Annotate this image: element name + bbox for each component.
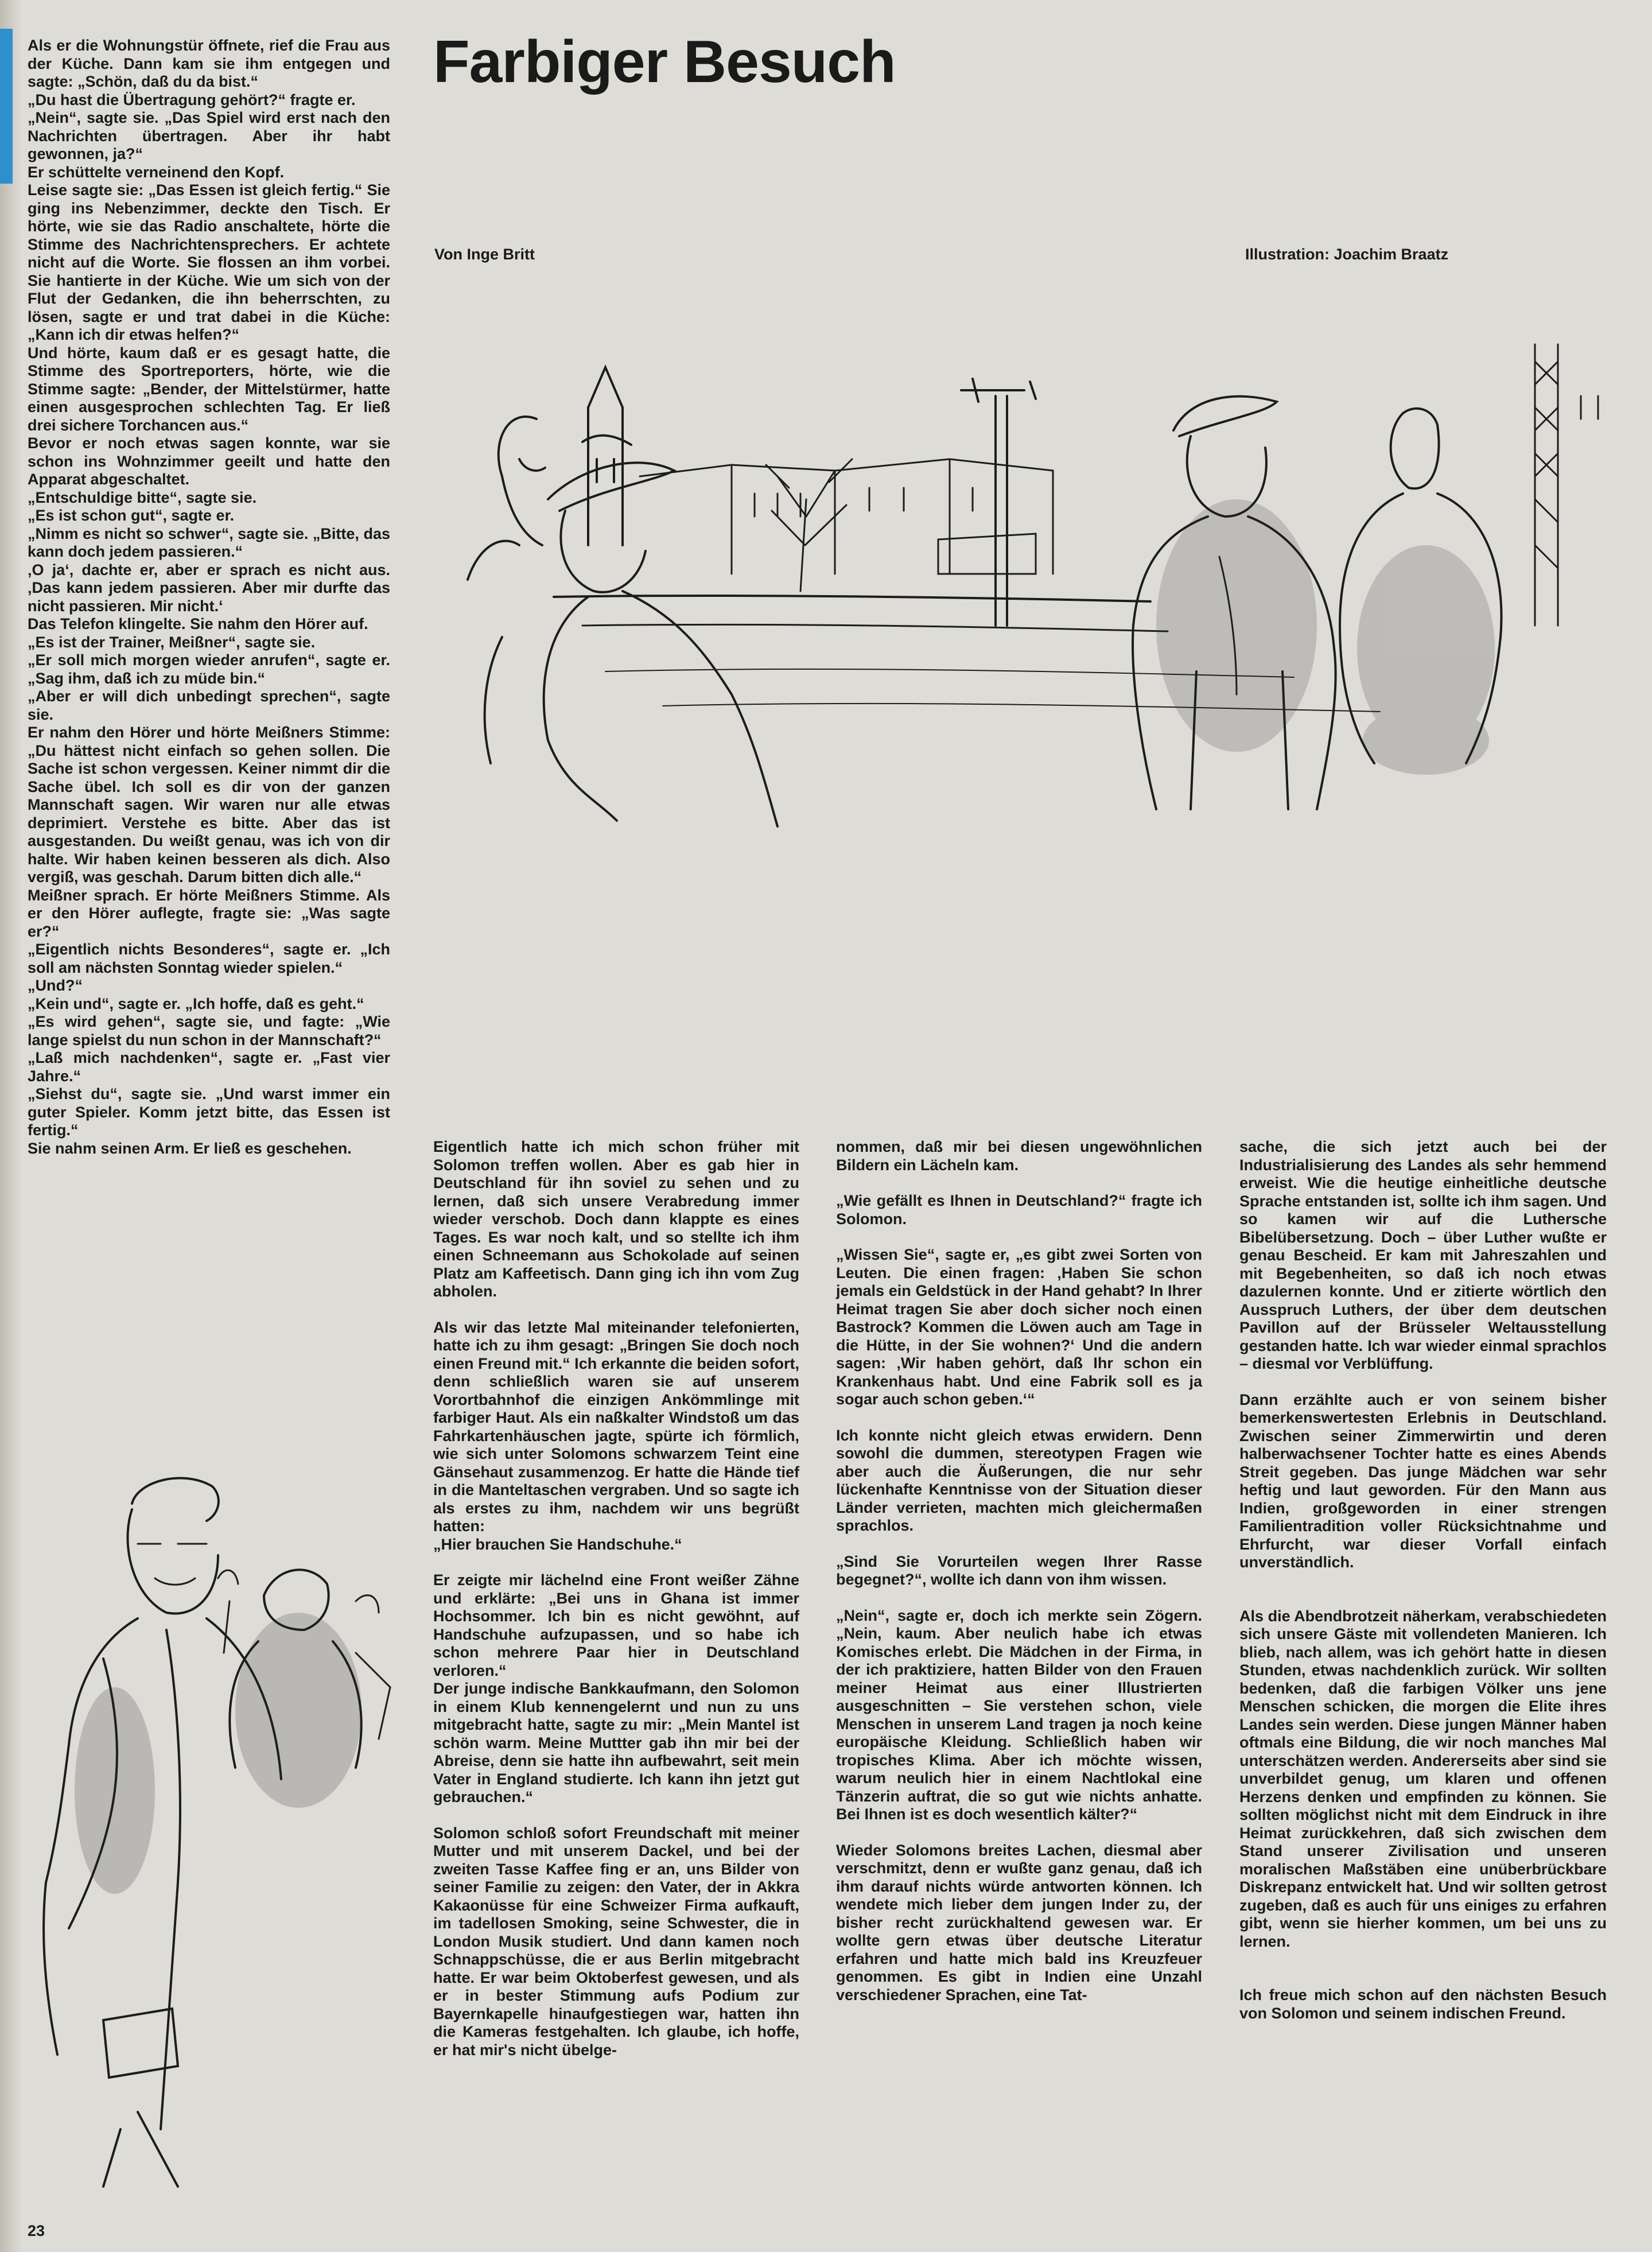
paragraph: „Aber er will dich unbedingt sprechen“, sagte sie. [28,688,390,723]
paragraph: „Entschuldige bitte“, sagte sie. [28,488,257,506]
paragraph: Meißner sprach. Er hörte Meißners Stimme. Als er den Hörer auflegte, fragte sie: „Was sagte er?“ [28,886,390,940]
paragraph: „Nimm es nicht so schwer“, sagte sie. „Bitte, das kann doch jedem passieren.“ [28,525,390,560]
paragraph: „Es ist der Trainer, Meißner“, sagte sie. [28,633,316,651]
paragraph: Er zeigte mir lächelnd eine Front weißer Zähne und erklärte: „Bei uns in Ghana ist immer Hochsommer. Ich bin es nicht gewöhnt, auf Handschuhe aufzupassen, und so habe ich schon mehrere Paar hier in Deutschland verloren.“ [433,1571,799,1679]
paragraph: Wieder Solomons breites Lachen, diesmal aber verschmitzt, denn er wußte ganz genau, daß ich ihm darauf nichts würde antworten können. Ich wendete mich lieber dem jungen Inder zu, der bisher recht zurückhaltend gewesen war. Er wollte gern etwas über deutsche Literatur erfahren und hatte mich bald ins Kreuzfeuer genommen. Es gibt in Indien eine Unzahl verschiedener Sprachen, eine Tat- [836,1841,1202,2003]
men-sketch-drawing [34,1469,402,2192]
illustrator-credit: Illustration: Joachim Braatz [1245,246,1449,263]
story-column-2 [433,1138,799,2059]
paragraph: „Laß mich nachdenken“, sagte er. „Fast vier Jahre.“ [28,1049,390,1085]
paragraph: Leise sagte sie: „Das Essen ist gleich fertig.“ Sie ging ins Nebenzimmer, deckte den Tisch. Er hörte, wie sie das Radio anschaltete, hörte die Stimme des Nachrichtensprechers. Er achtete nicht auf die Worte. Sie flossen an ihm vorbei. Sie hantierte in der Küche. Wie um sich von der Flut der Gedanken, die ihn beherrschten, zu lösen, sagte er und trat dabei in die Küche: „Kann ich dir etwas helfen?“ [28,181,390,343]
story-column-3 [836,1138,1202,2004]
street-scene-illustration [433,327,1615,832]
paragraph: Solomon schloß sofort Freundschaft mit meiner Mutter und mit unserem Dackel, und bei der zweiten Tasse Kaffee fing er an, uns Bilder von seiner Familie zu zeigen: den Vater, der in Akkra Kakaonüsse für eine Schweizer Firma aufkauft, im tadellosen Smoking, seine Schwester, die in London Musik studiert. Und dann kamen noch Schnappschüsse, die er aus Berlin mitgebracht hatte. Er war beim Oktoberfest gewesen, und als er in bester Stimmung aufs Podium zur Bayernkapelle hinaufgestiegen war, hatten ihn die Kameras festgehalten. Ich glaube, ich hoffe, er hat mir's nicht übelge- [433,1824,799,2059]
paragraph: „Nein“, sagte er, doch ich merkte sein Zögern. „Nein, kaum. Aber neulich habe ich etwas Komisches erlebt. Die Mädchen in der Firma, in der ich praktiziere, hatten Bilder von den Frauen meiner Heimat aus einer Illustrierten ausgeschnitten – Sie verstehen schon, viele Menschen in unserem Land tragen ja noch keine europäische Kleidung. Schließlich haben wir tropisches Klima. Aber ich möchte wissen, warum neulich hier in einem Nachtlokal eine Tänzerin auftrat, die so gut wie nichts anhatte. Bei Ihnen ist es doch wesentlich kälter?“ [836,1606,1202,1823]
paragraph: Der junge indische Bankkaufmann, den Solomon in einem Klub kennengelernt und nun zu uns mitgebracht hatte, sagte zu mir: „Mein Mantel ist schön warm. Meine Muttter gab ihn mir bei der Abreise, denn sie hatte ihn aufbewahrt, seit mein Vater in England studierte. Ich kann ihn jetzt gut gebrauchen.“ [433,1680,799,1806]
paragraph: Das Telefon klingelte. Sie nahm den Hörer auf. [28,615,368,632]
paragraph: Er nahm den Hörer und hörte Meißners Stimme: „Du hättest nicht einfach so gehen sollen. Die Sache ist schon vergessen. Keiner nimmt dir die Sache übel. Ich soll es dir von der ganzen Mannschaft sagen. Wir waren nur alle etwas deprimiert. Verstehe es bitte. Aber das ist ausgestanden. Du weißt genau, was ich von dir halte. Wir haben keinen besseren als dich. Also vergiß, was geschah. Darum bitten dich alle.“ [28,724,390,886]
story-column-1 [28,37,390,1158]
paragraph: „Und?“ [28,977,83,994]
paragraph: „Er soll mich morgen wieder anrufen“, sagte er. „Sag ihm, daß ich zu müde bin.“ [28,651,390,687]
paragraph: Ich konnte nicht gleich etwas erwidern. Denn sowohl die dummen, stereotypen Fragen wie aber auch die Äußerungen, die nur sehr lückenhafte Kenntnisse von der Situation dieser Länder verrieten, machten mich gleichermaßen sprachlos. [836,1426,1202,1534]
paragraph: sache, die sich jetzt auch bei der Industrialisierung des Landes als sehr hemmend erweist. Wie die heutige einheitliche deutsche Sprache entstanden ist, sollte ich ihm sagen. Und so kamen wir auf die Luthersche Bibelübersetzung. Doch – über Luther wußte er genau Bescheid. Er kam mit Jahreszahlen und mit Begebenheiten, so daß ich noch etwas dazulernen konnte. Und er zitierte wörtlich den Ausspruch Luthers, der über dem deutschen Pavillon auf der Brüsseler Weltausstellung gestanden hatte. Ich war wieder einmal sprachlos – diesmal vor Verblüffung. [1239,1138,1607,1372]
paragraph: Eigentlich hatte ich mich schon früher mit Solomon treffen wollen. Aber es gab hier in Deutschland für ihn soviel zu sehen und zu lernen, daß sich unsere Verabredung immer wieder verschob. Doch dann klappte es eines Tages. Es war noch kalt, und so stellte ich ihm einen Schneemann aus Schokolade auf seinen Platz am Kaffeetisch. Dann ging ich ihn vom Zug abholen. [433,1138,799,1300]
page-spine [0,0,22,2252]
paragraph: „Eigentlich nichts Besonderes“, sagte er. „Ich soll am nächsten Sonntag wieder spielen.“ [28,941,390,976]
paragraph: „Hier brauchen Sie Handschuhe.“ [433,1535,682,1553]
paragraph: Als er die Wohnungstür öffnete, rief die Frau aus der Küche. Dann kam sie ihm entgegen und sagte: „Schön, daß du da bist.“ [28,37,390,90]
street-scene-drawing [433,327,1615,832]
paragraph: Er schüttelte verneinend den Kopf. [28,163,285,181]
paragraph: „Sind Sie Vorurteilen wegen Ihrer Rasse begegnet?“, wollte ich dann von ihm wissen. [836,1552,1202,1588]
paragraph: „Siehst du“, sagte sie. „Und warst immer ein guter Spieler. Komm jetzt bitte, das Essen ist fertig.“ [28,1085,390,1139]
page-number: 23 [28,2222,45,2239]
author-byline: Von Inge Britt [434,246,535,263]
paragraph: „Wissen Sie“, sagte er, „es gibt zwei Sorten von Leuten. Die einen fragen: ‚Haben Sie schon jemals ein Geldstück in der Hand gehabt? In Ihrer Heimat tragen Sie aber doch sicher noch einen Bastrock? Kommen die Löwen auch am Tage in die Hütte, in der Sie wohnen?‘ Und die andern sagen: ‚Wir haben gehört, daß Ihr schon ein Krankenhaus habt. Und eine Fabrik soll es ja sogar auch schon geben.‘“ [836,1246,1202,1408]
paragraph: „Nein“, sagte sie. „Das Spiel wird erst nach den Nachrichten übertragen. Aber ihr habt gewonnen, ja?“ [28,109,390,162]
paragraph: „Es ist schon gut“, sagte er. [28,507,235,524]
men-sketch-illustration [34,1469,402,2192]
paragraph: „Es wird gehen“, sagte sie, und fagte: „Wie lange spielst du nun schon in der Mannschaft?“ [28,1013,390,1049]
paragraph: Ich freue mich schon auf den nächsten Besuch von Solomon und seinem indischen Freund. [1239,1986,1607,2022]
paragraph: Bevor er noch etwas sagen konnte, war sie schon ins Wohnzimmer geeilt und hatte den Apparat abgeschaltet. [28,434,390,488]
article-title: Farbiger Besuch [433,29,896,95]
paragraph: Als wir das letzte Mal miteinander telefonierten, hatte ich zu ihm gesagt: „Bringen Sie doch noch einen Freund mit.“ Ich erkannte die beiden sofort, denn schließlich waren sie auf unserem Vorortbahnhof die einzigen Ankömmlinge mit farbiger Haut. Als ein naßkalter Windstoß um das Fahrkartenhäuschen jagte, spürte ich förmlich, wie sich unter Solomons schwarzem Teint eine Gänsehaut zusammenzog. Er hatte die Hände tief in die Manteltaschen vergraben. Und so sagte ich als erstes zu ihm, nachdem wir uns begrüßt hatten: [433,1318,799,1535]
paragraph: Als die Abendbrotzeit näherkam, verabschiedeten sich unsere Gäste mit vollendeten Manieren. Ich blieb, nach allem, was ich gehört hatte in diesen Stunden, etwas nachdenklich zurück. Wir sollten bedenken, daß die farbigen Völker uns jene Menschen schicken, die morgen die Elite ihres Landes sein werden. Diese jungen Männer haben oftmals eine Bildung, die wir noch manches Mal unterschätzen werden. Andererseits aber sind sie unverbildet genug, um klaren und offenen Herzens denken und empfinden zu können. Sie sollten möglichst nicht mit dem Eindruck in ihre Heimat zurückkehren, daß sich zwischen dem Stand unserer Zivilisation und unseren moralischen Maßstäben eine unüberbrückbare Diskrepanz entwickelt hat. Und wir sollten getrost zugeben, daß es auch für uns einiges zu erfahren gibt, wenn sie hierher kommen, um bei uns zu lernen. [1239,1607,1607,1950]
paragraph: „Wie gefällt es Ihnen in Deutschland?“ fragte ich Solomon. [836,1192,1202,1228]
blue-edge-tab [0,29,13,184]
paragraph: nommen, daß mir bei diesen ungewöhnlichen Bildern ein Lächeln kam. [836,1138,1202,1174]
paragraph: Dann erzählte auch er von seinem bisher bemerkenswertesten Erlebnis in Deutschland. Zwischen seiner Zimmerwirtin und deren halberwachsener Tochter hatte es eines Abends Streit gegeben. Das junge Mädchen war sehr heftig und laut geworden. Für den Mann aus Indien, großgeworden in einer strengen Familientradition voller Rücksichtnahme und Ehrfurcht, war dieser Vorfall einfach unverständlich. [1239,1391,1607,1571]
paragraph: „Du hast die Übertragung gehört?“ fragte er. [28,91,356,108]
paragraph: Sie nahm seinen Arm. Er ließ es geschehen. [28,1139,352,1157]
paragraph: ‚O ja‘, dachte er, aber er sprach es nicht aus. ‚Das kann jedem passieren. Aber mir durfte das nicht passieren. Mir nicht.‘ [28,561,390,615]
paragraph: „Kein und“, sagte er. „Ich hoffe, daß es geht.“ [28,995,364,1012]
story-column-4 [1239,1138,1607,2022]
paragraph: Und hörte, kaum daß er es gesagt hatte, die Stimme des Sportreporters, hörte, wie die Stimme sagte: „Bender, der Mittelstürmer, hatte einen ausgesprochen schlechten Tag. Er ließ drei sichere Torchancen aus.“ [28,344,390,434]
